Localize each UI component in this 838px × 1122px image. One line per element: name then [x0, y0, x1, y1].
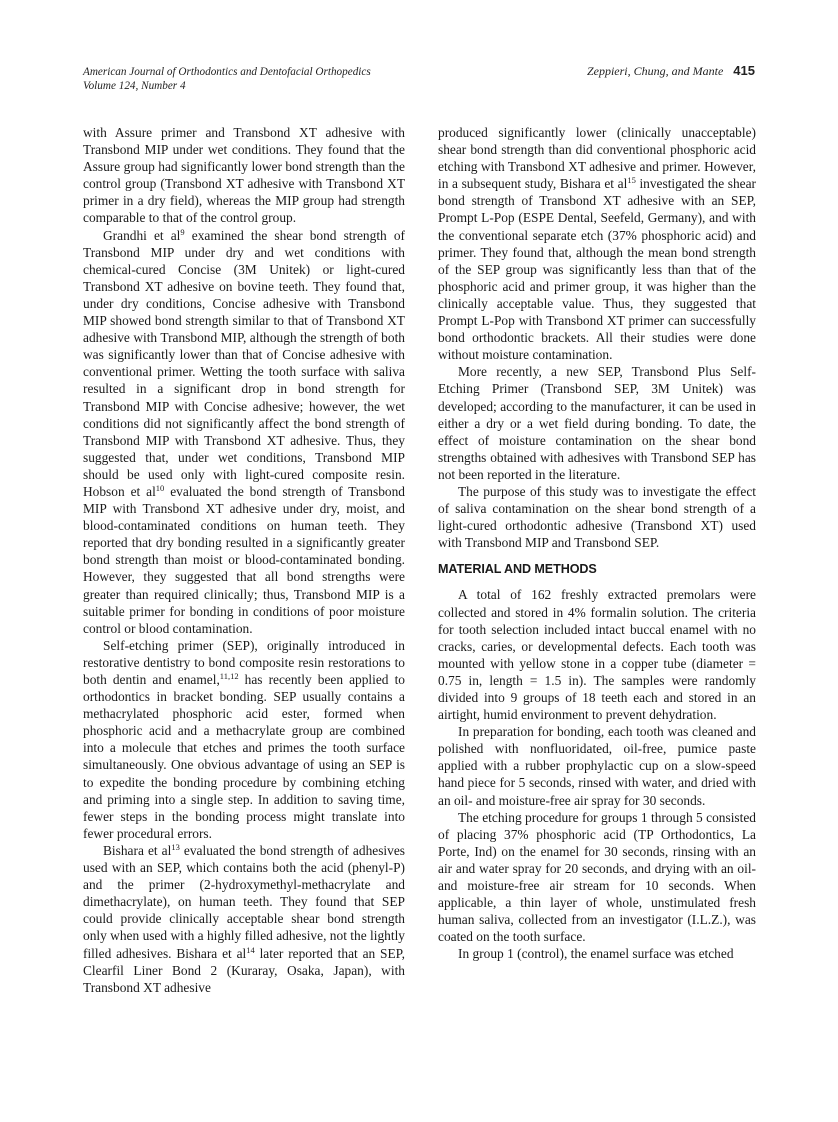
- paragraph: with Assure primer and Transbond XT adhesive with Transbond MIP under wet conditions. They found that the Assure group had significantly lower bond strength than the control group (Transbond XT adhesive with Transbond XT primer in a dry field), whereas the MIP group had strength comparable to that of the control group.: [83, 125, 405, 226]
- paragraph: produced significantly lower (clinically unacceptable) shear bond strength than did conventional phosphoric acid etching with Transbond XT adhesive and primer. However, in a subsequent study, Bishara et $al^{15}$ investigated the shear bond strength of Transbond XT adhesive with an SEP, Prompt L-Pop (ESPE Dental, Seefeld, Germany), and with the conventional separate etch (37% phosphoric acid) and primer. They found that, although the mean bond strength of the SEP group was significantly less than that of the phosphoric acid and primer group, it was higher than the clinically acceptable value. Thus, they suggested that Prompt L-Pop with Transbond XT primer can successfully bond orthodontic brackets. All their studies were done without moisture contamination.: [438, 125, 757, 363]
- citation: 14: [246, 944, 255, 955]
- paragraph: Bishara et $al^{13}$ evaluated the bond strength of adhesives used with an SEP, which contains both the acid (phenyl-P) and the primer (2-hydroxymethyl-methacrylate and dimethacrylate), on human teeth. They found that SEP could provide clinically acceptable shear bond strength only when used with a highly filled adhesive, not the lightly filled adhesives. Bishara et $al^{14}$ later reported that an SEP, Clearfil Liner Bond 2 (Kuraray, Osaka, Japan), with Transbond XT adhesive: [83, 841, 405, 995]
- paragraph: In preparation for bonding, each tooth was cleaned and polished with nonfluoridated, oil-free, pumice paste applied with a rubber prophylactic cup on a slow-speed hand piece for 5 seconds, rinsed with water, and dried with an oil- and moisture-free air spray for 30 seconds.: [438, 724, 756, 808]
- paragraph: Grandhi et $al^9$ examined the shear bond strength of Transbond MIP under dry and wet conditions with chemical-cured Concise (3M Unitek) or light-cured Transbond XT adhesive on bovine teeth. They found that, under dry conditions, Concise adhesive with Transbond MIP showed bond strength similar to that of Transbond XT adhesive with Transbond MIP, although the strength of both was significantly lower than that of Concise adhesive with conventional primer. Wetting the tooth surface with saliva resulted in a significant drop in bond strength for Transbond MIP with Concise adhesive; however, the wet conditions did not significantly affect the bond strength of Transbond MIP with Transbond XT adhesive. Thus, they suggested that, under wet conditions, Transbond MIP should be used only with light-cured composite resin. Hobson et $al^{10}$ evaluated the bond strength of Transbond MIP with Transbond XT adhesive under dry, moist, and blood-contaminated conditions on human teeth. They reported that dry bonding resulted in a significantly greater bond strength than moist or blood-contaminated bonding. However, they suggested that all bond strengths were greater than required clinically; thus, Transbond MIP is a suitable primer for bonding in conditions of poor moisture control or blood contamination.: [83, 226, 405, 636]
- running-header: [587, 64, 755, 78]
- citation: 9: [180, 226, 185, 237]
- journal-title: American Journal of Orthodontics and Dentofacial Orthopedics: [83, 66, 371, 78]
- journal-header: [83, 65, 371, 93]
- paragraph: Self-etching primer (SEP), originally introduced in restorative dentistry to bond composite resin restorations to both dentin and enamel,$^{11,12}$ has recently been applied to orthodontics in bracket bonding. SEP usually contains a methacrylated phosphoric acid ester, formed when phosphoric acid and a methacrylate group are combined into a molecule that etches and primes the tooth surface simultaneously. One obvious advantage of using an SEP is to expedite the bonding procedure by combining etching and priming into a single step. In addition to saving time, fewer steps in the bonding process might translate into fewer procedural errors.: [83, 637, 405, 841]
- paragraph: A total of 162 freshly extracted premolars were collected and stored in 4% formalin solution. The criteria for tooth selection included intact buccal enamel with no cracks, caries, or developmental defects. Each tooth was mounted with yellow stone in a copper tube (diameter = 0.75 in, length = 1.5 in). The samples were randomly divided into 9 groups of 18 teeth each and stored in an airtight, humid environment to prevent dehydration.: [438, 587, 756, 723]
- section-heading-methods: MATERIAL AND METHODS: [438, 562, 597, 577]
- paragraph: In group 1 (control), the enamel surface was etched: [458, 946, 734, 962]
- citation: 15: [627, 175, 636, 186]
- citation: 10: [155, 482, 165, 493]
- page-number: 415: [733, 63, 755, 78]
- citation: 11,12: [219, 671, 239, 681]
- journal-volume: Volume 124, Number 4: [83, 80, 186, 92]
- running-authors: Zeppieri, Chung, and Mante: [586, 64, 724, 78]
- paragraph: More recently, a new SEP, Transbond Plus Self-Etching Primer (Transbond SEP, 3M Unitek) was developed; according to the manufacturer, it can be used in either a dry or a wet field during bonding. To date, the effect of moisture contamination on the shear bond strengths obtained with adhesives with Transbond SEP has not been reported in the literature.: [438, 364, 756, 482]
- right-column: [438, 124, 756, 963]
- left-column: [83, 124, 405, 996]
- citation: 13: [171, 841, 180, 852]
- paragraph: The purpose of this study was to investigate the effect of saliva contamination on the shear bond strength of a light-cured orthodontic adhesive (Transbond XT) used with Transbond MIP and Transbond SEP.: [438, 483, 756, 551]
- paragraph: The etching procedure for groups 1 through 5 consisted of placing 37% phosphoric acid (TP Orthodontics, La Porte, Ind) on the enamel for 30 seconds, rinsing with an air and water spray for 20 seconds, and drying with an oil- and moisture-free air stream for 10 seconds. When applicable, a thin layer of whole, unstimulated fresh human saliva, collected from an investigator (I.L.Z.), was coated on the tooth surface.: [438, 809, 756, 945]
